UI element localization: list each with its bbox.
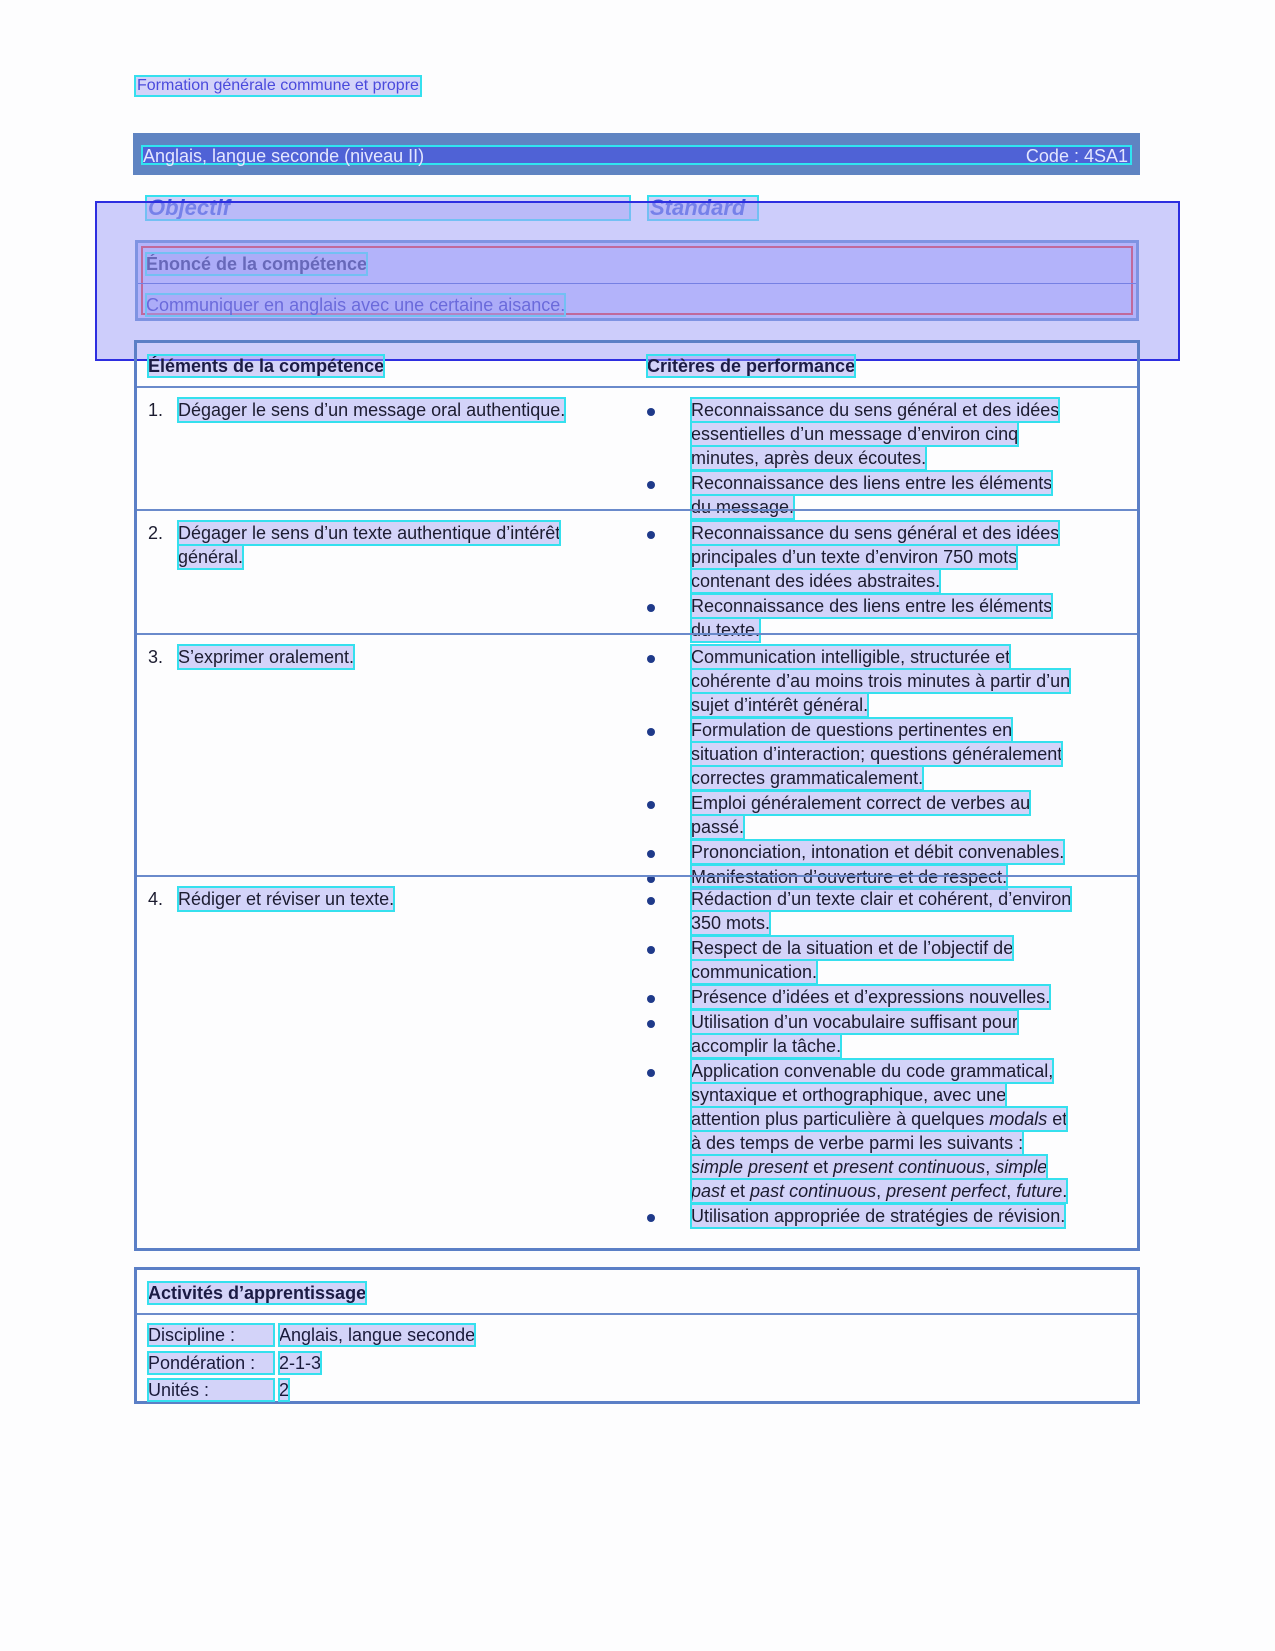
bullet-icon	[647, 655, 655, 663]
bullet-icon	[647, 897, 655, 905]
bullet-icon	[647, 604, 655, 612]
criterion-text-line: attention plus particulière à quelques modals et	[691, 1109, 1068, 1129]
course-title-bar	[133, 133, 1140, 175]
bullet-icon	[647, 850, 655, 858]
selection-region	[95, 201, 1180, 361]
criterion-text-line: Application convenable du code grammatical,	[691, 1061, 1054, 1081]
document-section-header: Formation générale commune et propre	[137, 77, 419, 94]
criterion-text-line: 350 mots.	[691, 913, 771, 933]
table-row-separator	[137, 633, 1137, 635]
element-text-line: général.	[178, 547, 244, 567]
criterion-text-line: simple present et present continuous, simple	[691, 1157, 1048, 1177]
unites-label: Unités :	[148, 1379, 274, 1401]
discipline-value: Anglais, langue seconde	[279, 1325, 476, 1345]
criterion-text-line: Prononciation, intonation et débit convenables.	[691, 842, 1065, 862]
discipline-label: Discipline :	[148, 1324, 274, 1346]
bullet-icon	[647, 1020, 655, 1028]
unites-value: 2	[279, 1380, 290, 1400]
criterion-text-line: principales d’un texte d’environ 750 mots	[691, 547, 1018, 567]
course-title: Anglais, langue seconde (niveau II)	[143, 146, 425, 166]
criterion-text-line: Formulation de questions pertinentes en	[691, 720, 1013, 740]
criterion-text-line: accomplir la tâche.	[691, 1036, 842, 1056]
element-text-line: S’exprimer oralement.	[178, 647, 355, 667]
bullet-icon	[647, 995, 655, 1003]
criterion-text-line: Reconnaissance des liens entre les éléments	[691, 596, 1053, 616]
bullet-icon	[647, 728, 655, 736]
criterion-text-line: à des temps de verbe parmi les suivants :	[691, 1133, 1024, 1153]
bullet-icon	[647, 1214, 655, 1222]
criterion-text-line: Communication intelligible, structurée et	[691, 647, 1011, 667]
criterion-text-line: Présence d’idées et d’expressions nouvelles.	[691, 987, 1051, 1007]
divider	[137, 1313, 1137, 1315]
criterion-text-line: syntaxique et orthographique, avec une	[691, 1085, 1007, 1105]
criterion-text-line: Utilisation appropriée de stratégies de révision.	[691, 1206, 1066, 1226]
element-number: 1.	[148, 400, 164, 420]
criterion-text-line: communication.	[691, 962, 818, 982]
table-row-separator	[137, 509, 1137, 511]
element-text-line: Rédiger et réviser un texte.	[178, 889, 395, 909]
criterion-text-line: du message.	[691, 497, 795, 517]
bullet-icon	[647, 531, 655, 539]
course-code: Code : 4SA1	[1025, 146, 1128, 166]
criterion-text-line: past et past continuous, present perfect, future.	[691, 1181, 1068, 1201]
ponderation-label: Pondération :	[148, 1352, 274, 1374]
criterion-text-line: correctes grammaticalement.	[691, 768, 924, 788]
element-text-line: Dégager le sens d’un texte authentique d’intérêt	[178, 523, 561, 543]
element-text-line: Dégager le sens d’un message oral authentique.	[178, 400, 566, 420]
criterion-text-line: contenant des idées abstraites.	[691, 571, 941, 591]
criterion-text-line: passé.	[691, 817, 745, 837]
criterion-text-line: Utilisation d’un vocabulaire suffisant pour	[691, 1012, 1018, 1032]
criterion-text-line: Reconnaissance des liens entre les éléments	[691, 473, 1053, 493]
criterion-text-line: Rédaction d’un texte clair et cohérent, d’environ	[691, 889, 1072, 909]
element-number: 4.	[148, 889, 164, 909]
criterion-text-line: Reconnaissance du sens général et des idées	[691, 523, 1060, 543]
criterion-text-line: situation d’interaction; questions généralement	[691, 744, 1063, 764]
table-row-separator	[137, 386, 1137, 388]
element-number: 2.	[148, 523, 164, 543]
criterion-text-line: minutes, après deux écoutes.	[691, 448, 927, 468]
criterion-text-line: du texte.	[691, 620, 761, 640]
criterion-text-line: sujet d’intérêt général.	[691, 695, 869, 715]
learning-activities-box	[134, 1267, 1140, 1404]
bullet-icon	[647, 408, 655, 416]
criterion-text-line: Respect de la situation et de l’objectif de	[691, 938, 1014, 958]
criterion-text-line: Emploi généralement correct de verbes au	[691, 793, 1031, 813]
criterion-text-line: Reconnaissance du sens général et des idées	[691, 400, 1060, 420]
bullet-icon	[647, 481, 655, 489]
column-header-elements: Éléments de la compétence	[148, 356, 385, 376]
element-number: 3.	[148, 647, 164, 667]
criterion-text-line: cohérente d’au moins trois minutes à partir d’un	[691, 671, 1071, 691]
learning-activities-heading: Activités d’apprentissage	[148, 1283, 367, 1303]
ponderation-value: 2-1-3	[279, 1353, 322, 1373]
bullet-icon	[647, 801, 655, 809]
bullet-icon	[647, 946, 655, 954]
criterion-text-line: essentielles d’un message d’environ cinq	[691, 424, 1019, 444]
bullet-icon	[647, 1069, 655, 1077]
competence-elements-table	[134, 340, 1140, 1251]
table-row-separator	[137, 875, 1137, 877]
column-header-criteria: Critères de performance	[647, 356, 856, 376]
criterion-text-line: Manifestation d’ouverture et de respect.	[691, 867, 1008, 887]
